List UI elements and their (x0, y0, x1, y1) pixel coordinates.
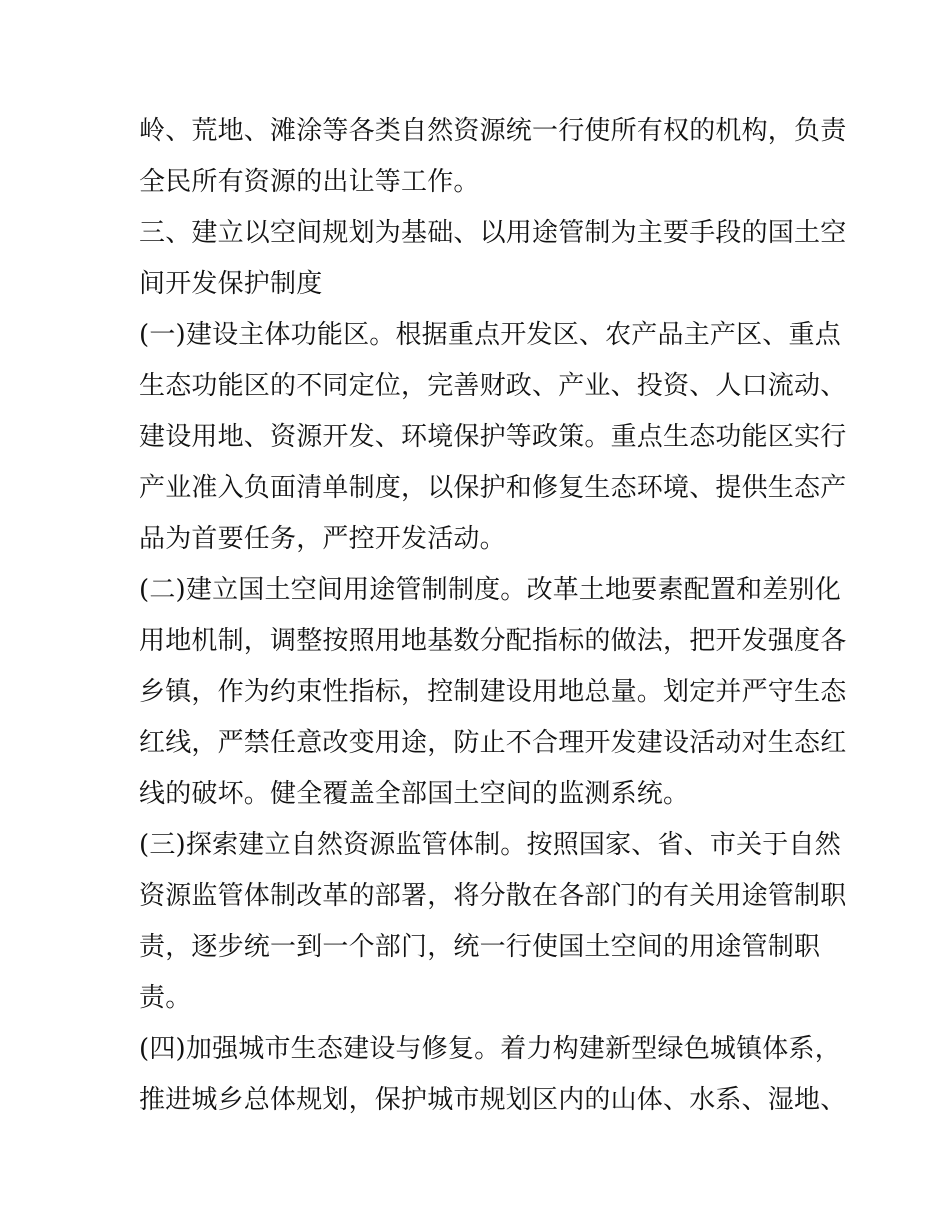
section-heading-line: 三、建立以空间规划为基础、以用途管制为主要手段的国土空 (139, 218, 847, 248)
text-line: 责，逐步统一到一个部门，统一行使国土空间的用途管制职 (139, 932, 821, 962)
text-line: 责。 (139, 983, 192, 1013)
text-line: 线的破坏。健全覆盖全部国土空间的监测系统。 (139, 779, 690, 809)
document-body (139, 106, 847, 1126)
text-line: 用地机制，调整按照用地基数分配指标的做法，把开发强度各 (139, 626, 847, 656)
text-line: 资源监管体制改革的部署，将分散在各部门的有关用途管制职 (139, 881, 847, 911)
text-line: 推进城乡总体规划，保护城市规划区内的山体、水系、湿地、 (139, 1085, 847, 1115)
text-line: (二)建立国土空间用途管制制度。改革土地要素配置和差别化 (139, 575, 841, 605)
text-line: (四)加强城市生态建设与修复。着力构建新型绿色城镇体系， (139, 1034, 841, 1064)
text-line: 全民所有资源的出让等工作。 (139, 167, 480, 197)
section-heading-line: 间开发保护制度 (139, 269, 323, 299)
text-line: (三)探索建立自然资源监管体制。按照国家、省、市关于自然 (139, 830, 841, 860)
text-line: 产业准入负面清单制度，以保护和修复生态环境、提供生态产 (139, 473, 847, 503)
text-line: (一)建设主体功能区。根据重点开发区、农产品主产区、重点 (139, 320, 841, 350)
text-line: 红线，严禁任意改变用途，防止不合理开发建设活动对生态红 (139, 728, 847, 758)
text-line: 岭、荒地、滩涂等各类自然资源统一行使所有权的机构，负责 (139, 116, 847, 146)
text-line: 乡镇，作为约束性指标，控制建设用地总量。划定并严守生态 (139, 677, 847, 707)
text-line: 品为首要任务，严控开发活动。 (139, 524, 506, 554)
text-line: 建设用地、资源开发、环境保护等政策。重点生态功能区实行 (139, 422, 847, 452)
text-line: 生态功能区的不同定位，完善财政、产业、投资、人口流动、 (139, 371, 847, 401)
